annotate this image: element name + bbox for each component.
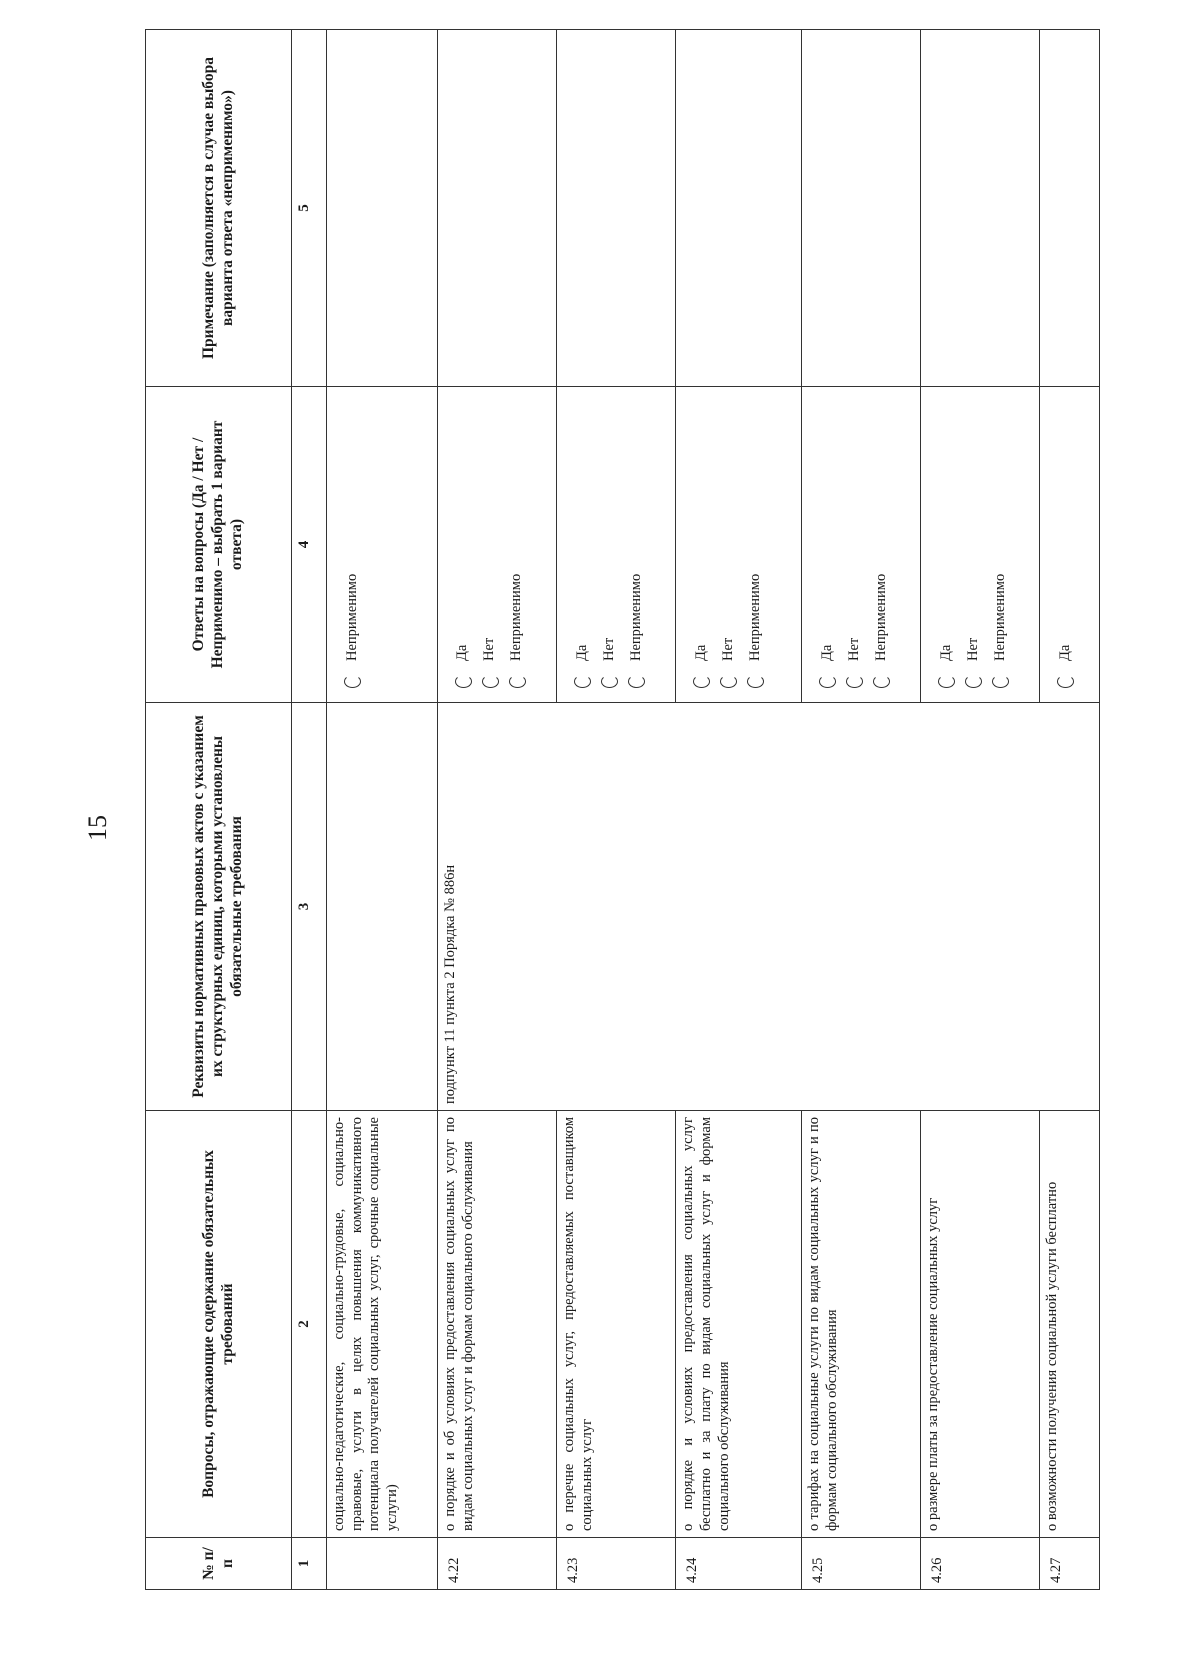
answer-option-no[interactable]: Нет	[841, 393, 868, 688]
radio-icon[interactable]	[938, 675, 955, 688]
row-number: 4.24	[676, 1538, 802, 1590]
radio-icon[interactable]	[344, 675, 361, 688]
checklist-table-container	[145, 30, 1100, 1590]
radio-icon[interactable]	[509, 675, 526, 688]
row-question: социально-педагогические, социально-трудовые, социально-правовые, услуги в целях повышения коммуникативного потенциала получателей социальных услуг, срочные социальные услуги)	[326, 1111, 437, 1538]
radio-icon[interactable]	[574, 675, 591, 688]
column-number: 3	[292, 703, 327, 1111]
row-answers	[801, 387, 920, 703]
row-reference: подпункт 11 пункта 2 Порядка № 886н	[437, 703, 1099, 1111]
row-question: о порядке и условиях предоставления социальных услуг бесплатно и за плату по видам социальных услуг и формам социального обслуживания	[676, 1111, 802, 1538]
radio-icon[interactable]	[601, 675, 618, 688]
answer-option-na[interactable]: Неприменимо	[504, 393, 531, 688]
column-numbers-row	[292, 30, 327, 1590]
header-row	[146, 30, 292, 1590]
row-question: о размере платы за предоставление социальных услуг	[921, 1111, 1040, 1538]
header-reference: Реквизиты нормативных правовых актов с указанием их структурных единиц, которыми установлены обязательные требования	[146, 703, 292, 1111]
answer-option-yes[interactable]: Да	[1052, 393, 1079, 688]
row-note[interactable]	[801, 30, 920, 387]
column-number: 2	[292, 1111, 327, 1538]
row-question: о перечне социальных услуг, предоставляемых поставщиком социальных услуг	[557, 1111, 676, 1538]
row-number: 4.22	[437, 1538, 556, 1590]
radio-icon[interactable]	[747, 675, 764, 688]
radio-icon[interactable]	[693, 675, 710, 688]
row-note[interactable]	[676, 30, 802, 387]
answer-option-no[interactable]: Нет	[477, 393, 504, 688]
header-num: № п/п	[146, 1538, 292, 1590]
row-answers	[921, 387, 1040, 703]
column-number: 4	[292, 387, 327, 703]
checklist-table	[145, 29, 1100, 1590]
row-number: 4.26	[921, 1538, 1040, 1590]
answer-option-no[interactable]: Нет	[960, 393, 987, 688]
table-row	[326, 30, 437, 1590]
column-number: 5	[292, 30, 327, 387]
row-answers	[437, 387, 556, 703]
answer-option-na[interactable]: Неприменимо	[742, 393, 769, 688]
row-question: о возможности получения социальной услуги бесплатно	[1040, 1111, 1100, 1538]
answer-option-na[interactable]: Неприменимо	[987, 393, 1014, 688]
row-answers	[1040, 387, 1100, 703]
radio-icon[interactable]	[965, 675, 982, 688]
row-note[interactable]	[921, 30, 1040, 387]
page-number: 15	[83, 815, 112, 841]
row-note[interactable]	[1040, 30, 1100, 387]
header-answers: Ответы на вопросы (Да / Нет / Неприменимо – выбрать 1 вариант ответа)	[146, 387, 292, 703]
row-question: о порядке и об условиях предоставления социальных услуг по видам социальных услуг и формам социального обслуживания	[437, 1111, 556, 1538]
radio-icon[interactable]	[992, 675, 1009, 688]
row-answers	[676, 387, 802, 703]
radio-icon[interactable]	[482, 675, 499, 688]
answer-option-yes[interactable]: Да	[933, 393, 960, 688]
answer-option-yes[interactable]: Да	[450, 393, 477, 688]
row-number: 4.25	[801, 1538, 920, 1590]
row-note[interactable]	[437, 30, 556, 387]
radio-icon[interactable]	[628, 675, 645, 688]
row-reference-empty	[326, 703, 437, 1111]
answer-option-yes[interactable]: Да	[569, 393, 596, 688]
radio-icon[interactable]	[1057, 675, 1074, 688]
answer-option-no[interactable]: Нет	[715, 393, 742, 688]
header-note: Примечание (заполняется в случае выбора варианта ответа «неприменимо»)	[146, 30, 292, 387]
table-row	[437, 30, 556, 1590]
row-number: 4.23	[557, 1538, 676, 1590]
answer-option[interactable]: Неприменимо	[339, 393, 366, 688]
row-number: 4.27	[1040, 1538, 1100, 1590]
radio-icon[interactable]	[846, 675, 863, 688]
radio-icon[interactable]	[720, 675, 737, 688]
row-note[interactable]	[326, 30, 437, 387]
answer-option-na[interactable]: Неприменимо	[623, 393, 650, 688]
header-question: Вопросы, отражающие содержание обязательных требований	[146, 1111, 292, 1538]
radio-icon[interactable]	[873, 675, 890, 688]
row-question: о тарифах на социальные услуги по видам социальных услуг и по формам социального обслуживания	[801, 1111, 920, 1538]
row-answers	[326, 387, 437, 703]
answer-option-na[interactable]: Неприменимо	[868, 393, 895, 688]
row-note[interactable]	[557, 30, 676, 387]
radio-icon[interactable]	[455, 675, 472, 688]
answer-option-yes[interactable]: Да	[814, 393, 841, 688]
column-number: 1	[292, 1538, 327, 1590]
radio-icon[interactable]	[819, 675, 836, 688]
row-number	[326, 1538, 437, 1590]
answer-option-yes[interactable]: Да	[688, 393, 715, 688]
answer-option-no[interactable]: Нет	[596, 393, 623, 688]
row-answers	[557, 387, 676, 703]
